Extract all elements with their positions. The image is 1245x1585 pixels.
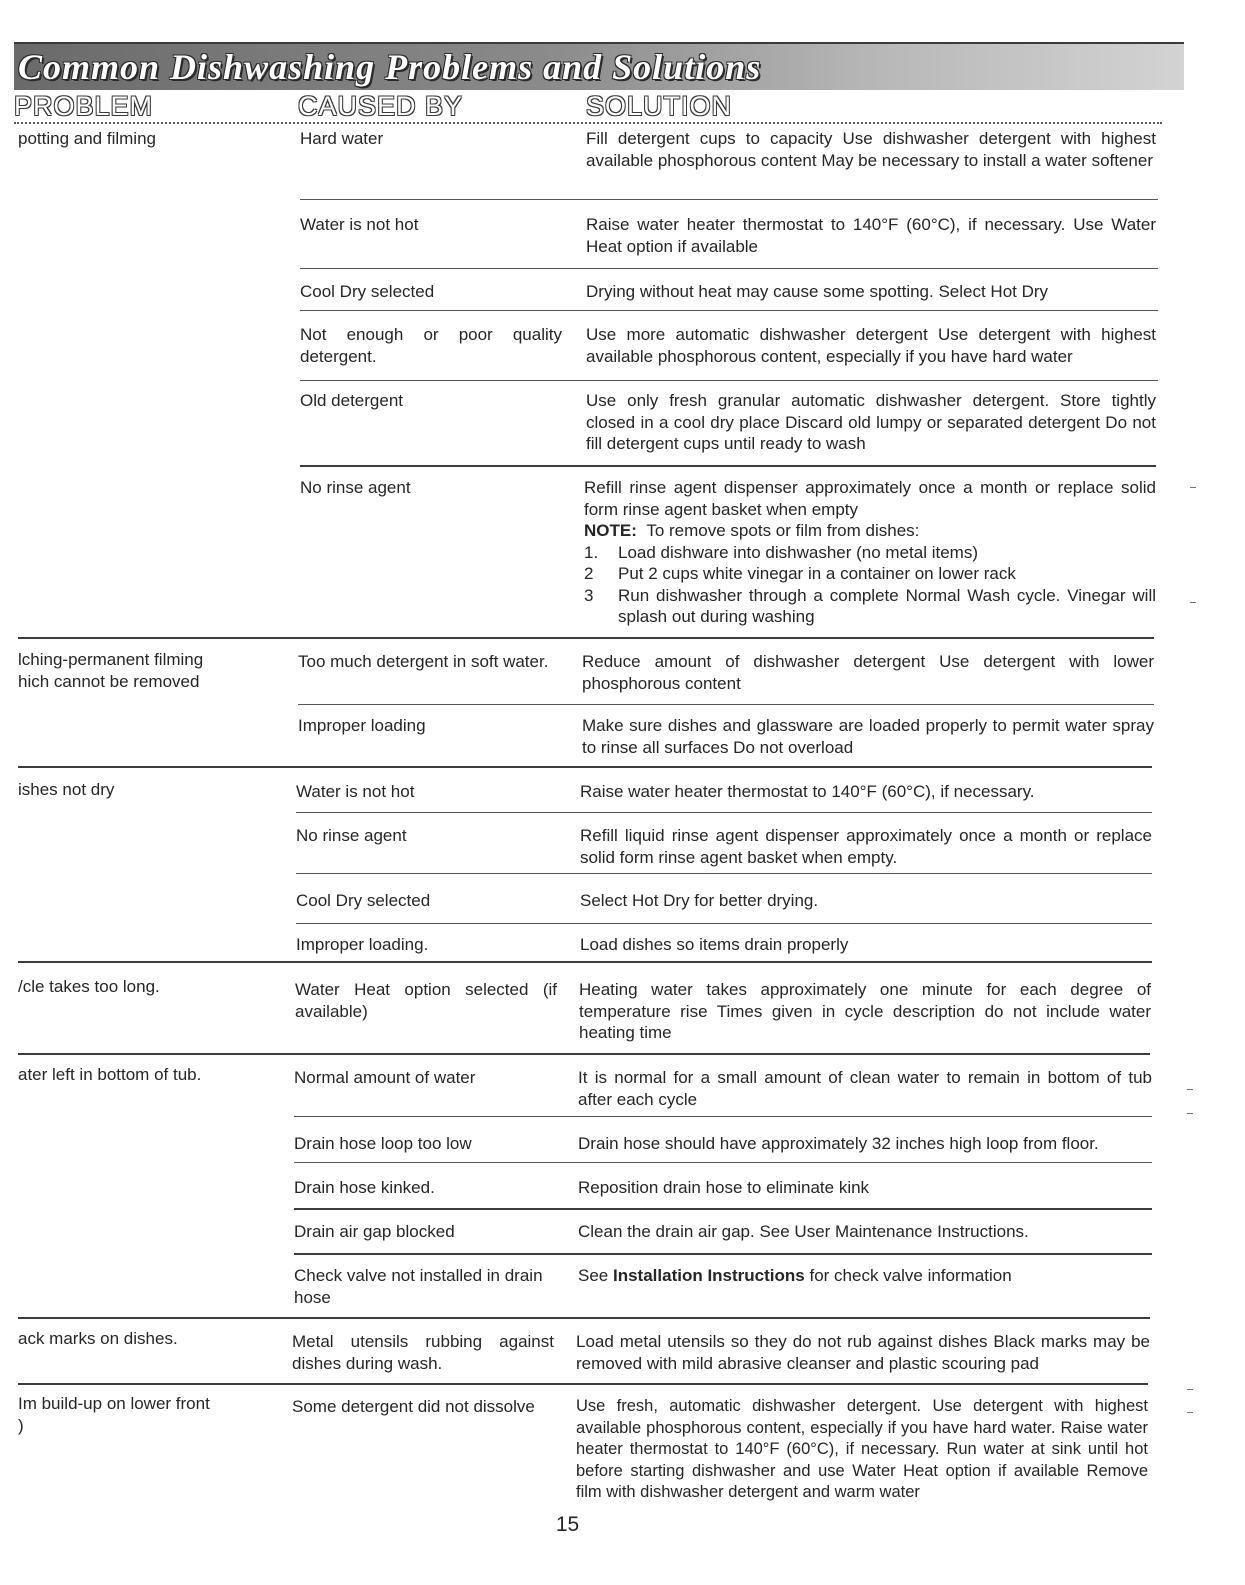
margin-mark	[1187, 1113, 1193, 1114]
problem-cell: Im build-up on lower front )	[18, 1394, 210, 1435]
cause-cell: Drain hose kinked.	[294, 1178, 435, 1197]
row-divider	[300, 380, 1158, 381]
header-divider	[14, 122, 1162, 124]
solution-cell: Drain hose should have approximately 32 inches high loop from floor.	[578, 1134, 1099, 1153]
margin-mark	[1187, 1389, 1193, 1390]
row-divider	[294, 1162, 1152, 1163]
solution-cell: Fill detergent cups to capacity Use dishwasher detergent with highest available phosphorous content May be necessary to install a water softener	[586, 129, 1156, 170]
cause-cell: Drain air gap blocked	[294, 1222, 455, 1241]
solution-cell	[584, 477, 1156, 628]
cause-cell: Check valve not installed in drain hose	[294, 1266, 543, 1307]
cause-cell: Hard water	[300, 129, 384, 148]
row-divider	[298, 704, 1154, 705]
cause-cell: Cool Dry selected	[296, 891, 431, 910]
margin-mark	[1187, 1089, 1193, 1090]
solution-cell: Use more automatic dishwasher detergent Use detergent with highest available phosphorous content, especially if you have hard water	[586, 325, 1156, 366]
cause-cell: Some detergent did not dissolve	[292, 1397, 535, 1416]
row-divider	[296, 923, 1152, 924]
section-divider	[18, 637, 1154, 639]
row-divider	[296, 873, 1152, 874]
title-banner	[14, 42, 1184, 90]
problem-cell: ishes not dry	[18, 780, 115, 799]
section-divider	[18, 1383, 1148, 1385]
margin-mark	[1190, 602, 1196, 603]
cause-cell: No rinse agent	[300, 478, 411, 497]
note-step: 1. Load dishware into dishwasher (no metal items)	[584, 542, 979, 562]
row-divider	[300, 199, 1158, 200]
margin-mark	[1187, 1412, 1193, 1413]
problem-cell: /cle takes too long.	[18, 977, 160, 996]
problem-cell: lching-permanent filming hich cannot be removed	[18, 650, 204, 691]
note-text: To remove spots or film from dishes:	[646, 521, 920, 540]
solution-cell: Drying without heat may cause some spotting. Select Hot Dry	[586, 282, 1049, 301]
solution-cell: Reposition drain hose to eliminate kink	[578, 1178, 870, 1197]
note-steps	[584, 542, 1156, 628]
note-line	[584, 520, 1156, 542]
solution-text: Refill rinse agent dispenser approximately once a month or replace solid form rinse agent basket when empty	[584, 478, 1156, 519]
page-number: 15	[555, 1513, 580, 1536]
cause-cell: Water is not hot	[296, 782, 415, 801]
section-divider	[18, 1317, 1150, 1319]
solution-cell: Use fresh, automatic dishwasher detergent. Use detergent with highest available phosphorous content, especially if you have hard water. Raise water heater thermostat to 140°F (60°C), if necessary. Run water at sink until hot before starting dishwasher and use Water Heat option if available Remove film with dishwasher detergent and warm water	[576, 1397, 1148, 1501]
page-title: Common Dishwashing Problems and Solutions	[18, 47, 762, 87]
note-step: 3 Run dishwasher through a complete Normal Wash cycle. Vinegar will splash out during washing	[584, 585, 1156, 626]
solution-cell: Load dishes so items drain properly	[580, 935, 849, 954]
header-caused-by: CAUSED BY	[298, 91, 464, 121]
cause-cell: Drain hose loop too low	[294, 1134, 472, 1153]
cause-cell: Old detergent	[300, 391, 404, 410]
solution-cell: Raise water heater thermostat to 140°F (60°C), if necessary. Use Water Heat option if available	[586, 215, 1156, 256]
section-divider	[18, 1053, 1150, 1055]
cause-cell: Normal amount of water	[294, 1068, 476, 1087]
cause-cell: Metal utensils rubbing against dishes during wash.	[292, 1332, 554, 1373]
solution-cell: Raise water heater thermostat to 140°F (60°C), if necessary.	[580, 782, 1035, 801]
installation-instructions-ref: Installation Instructions	[612, 1266, 805, 1285]
solution-cell: Clean the drain air gap. See User Maintenance Instructions.	[578, 1222, 1029, 1241]
margin-mark	[1190, 487, 1196, 488]
cause-cell: Water Heat option selected (if available)	[295, 980, 557, 1021]
note-step: 2 Put 2 cups white vinegar in a container on lower rack	[584, 564, 1016, 583]
row-divider	[294, 1208, 1152, 1210]
cause-cell: Cool Dry selected	[300, 282, 435, 301]
cause-cell: Not enough or poor quality detergent.	[300, 325, 562, 366]
problem-cell: ater left in bottom of tub.	[18, 1065, 202, 1084]
solution-cell: Refill liquid rinse agent dispenser approximately once a month or replace solid form rinse agent basket when empty.	[580, 826, 1152, 867]
solution-cell: See Installation Instructions for check valve information	[578, 1266, 1012, 1285]
row-divider	[300, 268, 1158, 269]
solution-cell: Reduce amount of dishwasher detergent Use detergent with lower phosphorous content	[582, 652, 1154, 693]
section-divider	[18, 766, 1152, 768]
cause-cell: Improper loading.	[296, 935, 429, 954]
solution-cell: It is normal for a small amount of clean water to remain in bottom of tub after each cycle	[578, 1068, 1152, 1109]
problem-cell: potting and filming	[18, 129, 156, 148]
header-problem: PROBLEM	[14, 91, 154, 121]
cause-cell: No rinse agent	[296, 826, 407, 845]
section-divider	[18, 961, 1152, 963]
row-divider	[300, 310, 1158, 311]
cause-cell: Water is not hot	[300, 215, 419, 234]
solution-cell: Select Hot Dry for better drying.	[580, 891, 819, 910]
problem-cell: ack marks on dishes.	[18, 1329, 178, 1348]
solution-cell: Load metal utensils so they do not rub against dishes Black marks may be removed with mild abrasive cleanser and plastic scouring pad	[576, 1332, 1150, 1373]
note-label: NOTE:	[584, 521, 637, 540]
solution-cell: Heating water takes approximately one minute for each degree of temperature rise Times given in cycle description do not include water heating time	[579, 980, 1151, 1042]
solution-cell: Make sure dishes and glassware are loaded properly to permit water spray to rinse all surfaces Do not overload	[582, 716, 1154, 757]
header-solution: SOLUTION	[586, 91, 733, 121]
solution-cell: Use only fresh granular automatic dishwasher detergent. Store tightly closed in a cool dry place Discard old lumpy or separated detergent Do not fill detergent cups until ready to wash	[586, 391, 1156, 453]
cause-cell: Too much detergent in soft water.	[298, 652, 549, 671]
row-divider	[296, 812, 1152, 813]
row-divider	[300, 465, 1156, 467]
cause-cell: Improper loading	[298, 716, 426, 735]
row-divider	[294, 1253, 1152, 1255]
row-divider	[294, 1116, 1152, 1117]
